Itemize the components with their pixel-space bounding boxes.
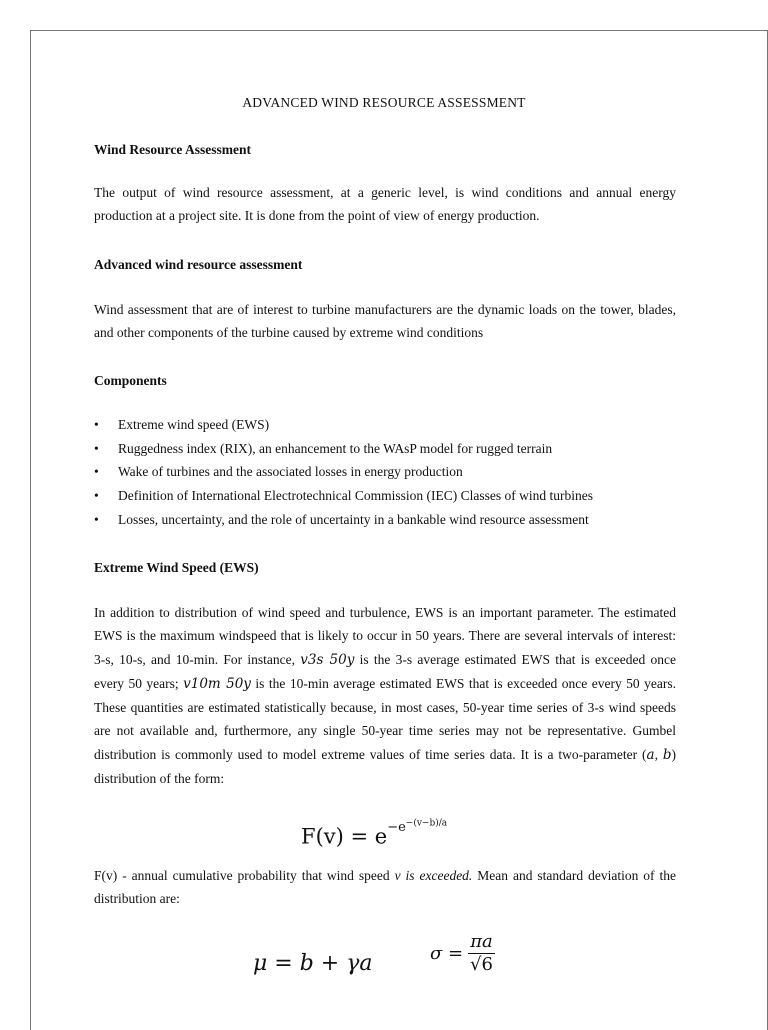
list-item-text: Wake of turbines and the associated losses in energy production: [118, 464, 463, 480]
document-page: [30, 30, 768, 1030]
bullet-icon: •: [94, 488, 99, 504]
paragraph-wind-resource-assessment: [94, 181, 676, 228]
list-item-text: Losses, uncertainty, and the role of uncertainty in a bankable wind resource assessment: [118, 511, 589, 527]
equation-lhs: F(v) = e: [301, 824, 388, 849]
equation-exponent: −e: [387, 820, 406, 836]
paragraph-advanced-wind-resource-assessment: [94, 298, 676, 345]
paragraph-text: [94, 601, 676, 790]
math-v10m-50y: v10m 50y: [183, 675, 251, 692]
text-run: In addition to distribution of wind speed and turbulence, EWS is an important parameter. The estimated EWS is the maximum windspeed that is likely to occur in 50 years. There are several intervals of interest: 3-s, 10-s, and 10-min. For instance,: [94, 605, 676, 667]
text-run: ) distribution of the form:: [94, 746, 677, 787]
math-param-a: a: [646, 746, 655, 763]
list-item-text: Extreme wind speed (EWS): [118, 417, 270, 432]
mean-equation: μ = b + γa: [253, 951, 373, 976]
list-item: [94, 460, 684, 484]
bullet-icon: •: [94, 440, 99, 456]
paragraph-cumulative-probability: [94, 864, 676, 911]
paragraph-text: Wind assessment that are of interest to turbine manufacturers are the dynamic loads on the tower, blades, and other components of the turbine caused by extreme wind conditions: [94, 302, 676, 341]
list-item: [94, 508, 684, 532]
fraction: [468, 931, 495, 976]
math-param-b: b: [662, 746, 672, 763]
text-run: F(v) - annual cumulative probability that wind speed: [94, 868, 395, 883]
gumbel-equation: [301, 819, 448, 849]
heading-components: Components: [94, 373, 167, 388]
equation-lhs: σ =: [430, 943, 464, 964]
paragraph-extreme-wind-speed: [94, 601, 676, 790]
text-run: is the 3-s average estimated EWS that is exceeded once every 50 years;: [94, 651, 676, 691]
list-item: [94, 484, 684, 508]
fraction-denominator: √6: [470, 954, 493, 975]
bullet-icon: •: [94, 417, 99, 432]
paragraph-text: [94, 864, 676, 911]
equation-inner-exponent: −(v−b)/a: [405, 819, 448, 829]
list-item-text: Ruggedness index (RIX), an enhancement to the WAsP model for rugged terrain: [118, 440, 553, 456]
text-run: is the 10-min average estimated EWS that is exceeded once every 50 years. These quantities are estimated statistically because, in most cases, 50-year time series of 3-s wind speeds are not available and, furthermore, any single 50-year time series may not be representative. Gumbel distribution is commonly used to model extreme values of time series data. It is a two-parameter (: [94, 675, 677, 762]
text-run: Mean and standard deviation of the distribution are:: [94, 868, 676, 907]
math-v3s-50y: v3s 50y: [300, 651, 355, 668]
std-deviation-equation: [430, 931, 495, 976]
heading-extreme-wind-speed: Extreme Wind Speed (EWS): [94, 560, 259, 575]
document-title: ADVANCED WIND RESOURCE ASSESSMENT: [242, 95, 526, 110]
fraction-numerator: πa: [470, 931, 493, 952]
heading-wind-resource-assessment: Wind Resource Assessment: [94, 142, 252, 157]
bullet-icon: •: [94, 464, 99, 480]
text-emphasis: v is exceeded.: [394, 868, 473, 883]
bullet-icon: •: [94, 511, 99, 527]
list-item-text: Definition of International Electrotechnical Commission (IEC) Classes of wind turbines: [118, 488, 594, 504]
list-item: [94, 437, 684, 461]
text-run: ,: [654, 746, 663, 762]
heading-advanced-wind-resource-assessment: Advanced wind resource assessment: [94, 257, 303, 272]
paragraph-text: The output of wind resource assessment, at a generic level, is wind conditions and annual energy production at a project site. It is done from the point of view of energy production.: [94, 185, 676, 224]
components-list: [94, 413, 684, 531]
list-item: [94, 413, 684, 437]
